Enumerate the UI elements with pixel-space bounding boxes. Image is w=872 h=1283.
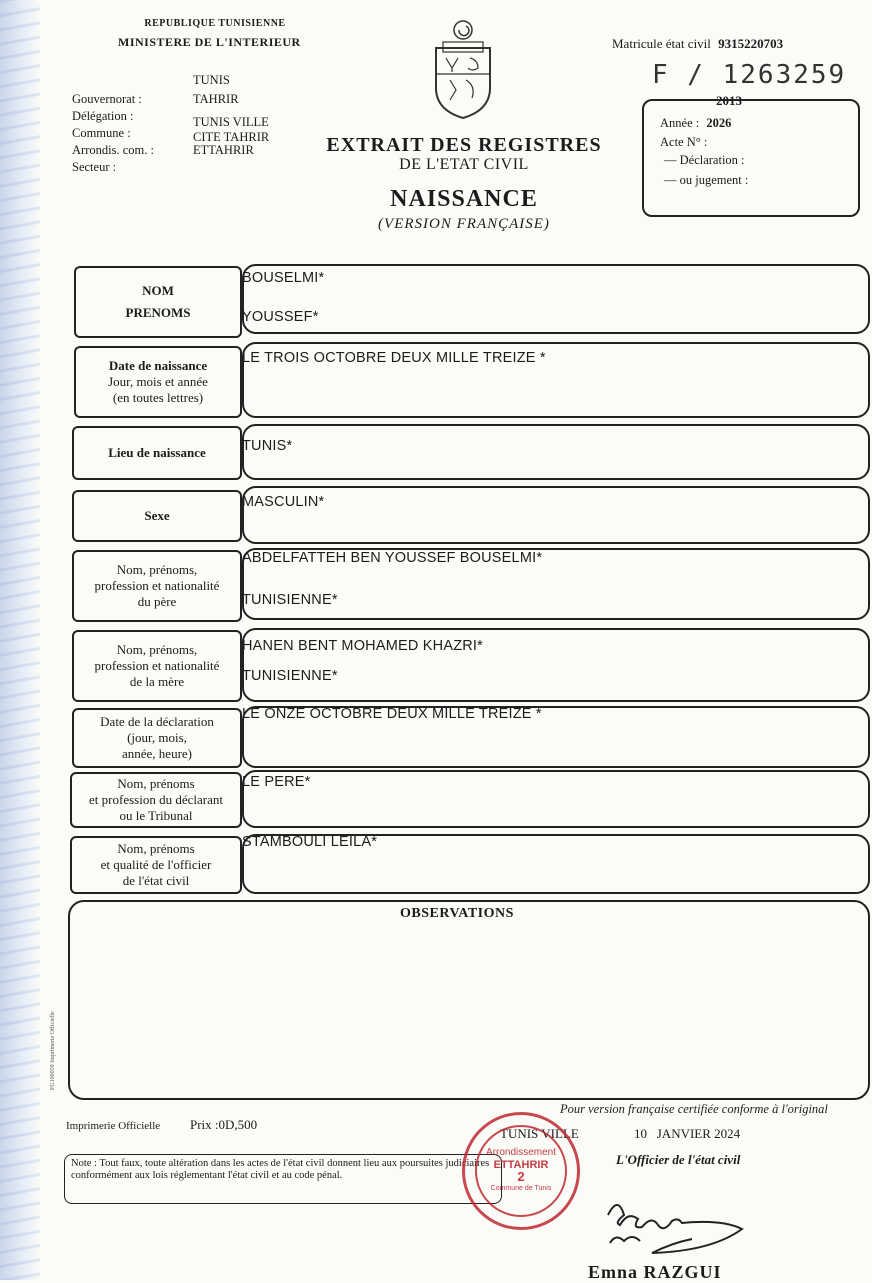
officier-label-cell: [70, 836, 242, 894]
imprimerie-label: Imprimerie Officielle: [66, 1120, 161, 1132]
handwritten-year: 2013: [716, 93, 742, 108]
pere-nationality-value: TUNISIENNE*: [242, 592, 338, 608]
annee-value: 2026: [706, 116, 732, 130]
nom-prenoms-label-cell: [74, 266, 242, 338]
pere-label-2: profession et nationalité: [94, 578, 220, 593]
location-top-value: TUNIS: [193, 73, 230, 87]
declarant-value-cell: [242, 770, 870, 828]
annee-line: [660, 115, 731, 132]
footer-date: 10 JANVIER 2024: [634, 1126, 741, 1141]
arrondis-label: Arrondis. com. :: [72, 143, 154, 157]
sexe-value-cell: [242, 486, 870, 544]
ministry-heading: MINISTERE DE L'INTERIEUR: [118, 35, 301, 49]
sexe-label: Sexe: [144, 508, 170, 523]
matricule-label: Matricule état civil: [612, 36, 711, 51]
date-naissance-label-2: Jour, mois et année: [108, 374, 208, 389]
lieu-value: TUNIS*: [242, 438, 293, 454]
nom-value: BOUSELMI*: [242, 270, 325, 286]
mere-label-3: de la mère: [129, 674, 185, 689]
handwritten-reference: F / 1263259: [652, 60, 847, 90]
mere-label-2: profession et nationalité: [94, 658, 220, 673]
lieu-value-cell: [242, 424, 870, 480]
nom-prenoms-value-cell: [242, 264, 870, 334]
declarant-label-3: ou le Tribunal: [119, 808, 193, 823]
document-title: EXTRAIT DES REGISTRES: [326, 134, 602, 156]
document-version: (VERSION FRANÇAISE): [378, 216, 550, 232]
observations-box: [68, 900, 870, 1100]
stamp-ring-text: Commune de Tunis: [490, 1185, 552, 1192]
location-values: [193, 91, 313, 159]
mere-label-cell: [72, 630, 242, 702]
sexe-value: MASCULIN*: [242, 494, 325, 510]
observations-title: OBSERVATIONS: [400, 906, 514, 921]
date-naissance-label-cell: [74, 346, 242, 418]
prix-label: Prix :0D,500: [190, 1117, 258, 1132]
acte-label: Acte N° :: [660, 135, 708, 149]
stamp-line-1: Arrondissement: [485, 1147, 557, 1158]
matricule: [612, 36, 783, 52]
commune-label: Commune :: [72, 126, 131, 140]
mere-label-1: Nom, prénoms,: [116, 642, 198, 657]
nom-label: NOM: [142, 283, 174, 298]
mere-name-value: HANEN BENT MOHAMED KHAZRI*: [242, 638, 483, 654]
officer-title: L'Officier de l'état civil: [616, 1152, 741, 1167]
declaration-label-3: année, heure): [121, 746, 192, 761]
gouvernorat-label: Gouvernorat :: [72, 92, 142, 106]
declaration-label-2: (jour, mois,: [127, 730, 187, 745]
legal-note-text: Note : Tout faux, toute altération dans les actes de l'état civil donnent lieu aux poursuites judiciaires conformément aux lois réglementant l'état civil et au code pénal.: [71, 1158, 490, 1181]
officier-value: STAMBOULI LEILA*: [242, 834, 378, 850]
declaration-value: LE ONZE OCTOBRE DEUX MILLE TREIZE *: [242, 706, 542, 722]
declaration-option-label: — Déclaration :: [664, 153, 745, 167]
stamp-line-3: 2: [517, 1169, 525, 1184]
delegation-value: TUNIS VILLE: [193, 115, 269, 129]
officier-label-3: de l'état civil: [122, 873, 190, 888]
arrondis-value: ETTAHRIR: [193, 143, 254, 157]
declaration-label-1: Date de la déclaration: [100, 714, 214, 729]
lieu-label: Lieu de naissance: [108, 445, 206, 460]
stamp-line-2: ETTAHRIR: [493, 1159, 549, 1171]
declarant-label-2: et profession du déclarant: [89, 792, 223, 807]
annee-label: Année :: [660, 116, 700, 130]
delegation-label: Délégation :: [72, 109, 134, 123]
officer-name: Emna RAZGUI: [588, 1262, 722, 1282]
prenoms-label: PRENOMS: [125, 305, 191, 320]
gouvernorat-value: TAHRIR: [193, 92, 239, 106]
date-naissance-label-3: (en toutes lettres): [112, 390, 204, 405]
date-naissance-label-1: Date de naissance: [108, 358, 208, 373]
certified-text: Pour version française certifiée conforme à l'original: [560, 1102, 828, 1116]
sexe-label-cell: [72, 490, 242, 542]
declarant-value: LE PERE*: [242, 774, 311, 790]
commune-value: CITE TAHRIR: [193, 130, 270, 144]
document-subtitle: DE L'ETAT CIVIL: [399, 156, 529, 173]
pere-name-value: ABDELFATTEH BEN YOUSSEF BOUSELMI*: [242, 550, 543, 566]
pere-label-cell: [72, 550, 242, 622]
jugement-option-label: — ou jugement :: [664, 173, 749, 187]
signature-scribble-icon: [600, 1185, 780, 1255]
side-print-code: FG100059 Imprimerie Officielle: [50, 1011, 56, 1090]
secteur-label: Secteur :: [72, 160, 117, 174]
date-naissance-value: LE TROIS OCTOBRE DEUX MILLE TREIZE *: [242, 350, 546, 366]
pere-label-1: Nom, prénoms,: [116, 562, 198, 577]
pere-label-3: du père: [137, 594, 177, 609]
security-pattern-border: [0, 0, 40, 1280]
declaration-label-cell: [72, 708, 242, 768]
declarant-label-1: Nom, prénoms: [117, 776, 195, 791]
mere-nationality-value: TUNISIENNE*: [242, 668, 338, 684]
prenoms-value: YOUSSEF*: [242, 309, 319, 325]
location-labels: [72, 91, 192, 176]
matricule-value: 9315220703: [718, 36, 784, 51]
document-type: NAISSANCE: [390, 186, 538, 212]
stamp-inner: [475, 1125, 567, 1217]
footer-place: TUNIS VILLE: [500, 1126, 579, 1141]
official-stamp: [462, 1112, 580, 1230]
lieu-label-cell: [72, 426, 242, 480]
tunisia-emblem-icon: [428, 18, 498, 120]
legal-note: [64, 1154, 502, 1204]
republic-heading: REPUBLIQUE TUNISIENNE: [144, 18, 286, 29]
declarant-label-cell: [70, 772, 242, 828]
officier-label-1: Nom, prénoms: [117, 841, 195, 856]
officier-label-2: et qualité de l'officier: [100, 857, 212, 872]
